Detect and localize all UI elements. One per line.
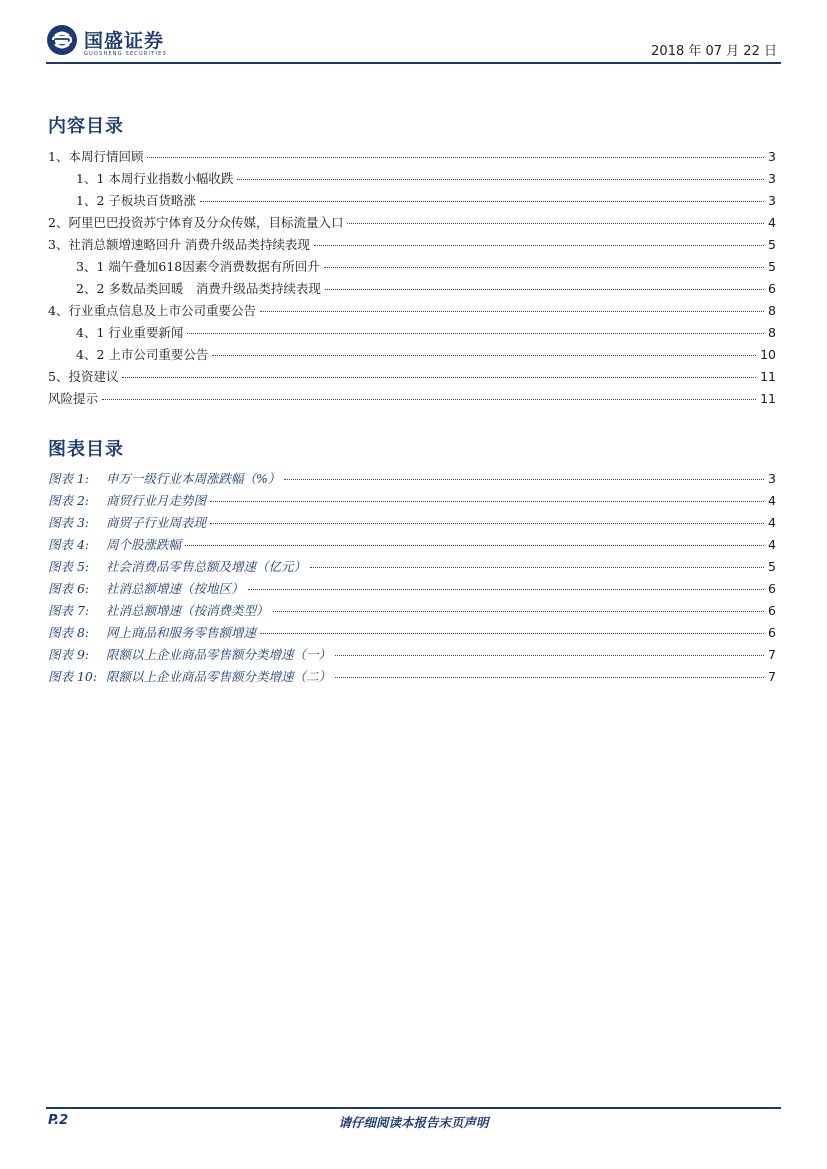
toc-entry-label: 1、2 子板块百货略涨 [76,193,196,208]
figure-number: 图表 8: [48,625,90,640]
toc-leader-dots [347,223,764,224]
figure-name: 社会消费品零售总额及增速（亿元） [106,559,307,574]
figure-name: 限额以上企业商品零售额分类增速（一） [106,647,332,662]
header-divider [46,62,781,64]
toc-leader-dots [185,545,764,546]
toc-entry-label: 4、2 上市公司重要公告 [76,347,209,362]
toc-entry[interactable] [48,323,776,345]
toc-entry-page: 11 [760,369,776,384]
logo-subtext: GUOSHENG SECURITIES [84,51,167,57]
toc-entry-page: 6 [768,281,776,296]
logo-text: 国盛证券 [84,30,165,52]
footer-divider [46,1107,781,1109]
figure-entry[interactable] [48,513,776,535]
toc-leader-dots [210,501,764,502]
contents-title: 内容目录 [48,116,124,137]
figures-title: 图表目录 [48,439,124,460]
figure-entry-page: 4 [768,515,776,530]
toc-entry-page: 8 [768,303,776,318]
page-number: P.2 [48,1113,69,1128]
toc-entry-page: 10 [760,347,776,362]
toc-entry-label: 2、阿里巴巴投资苏宁体育及分众传媒，目标流量入口 [48,215,344,230]
figure-number: 图表 6: [48,581,90,596]
figure-number: 图表 2: [48,493,90,508]
figure-name: 周个股涨跌幅 [106,537,182,552]
toc-entry-label: 3、1 端午叠加618因素令消费数据有所回升 [76,259,320,274]
figure-entry[interactable] [48,579,776,601]
toc-entry-label: 5、投资建议 [48,369,119,384]
toc-leader-dots [210,523,764,524]
toc-entry-page: 3 [768,193,776,208]
toc-entry-page: 5 [768,259,776,274]
figure-entry-page: 6 [768,625,776,640]
toc-entry-label: 2、2 多数品类回暖 消费升级品类持续表现 [76,281,321,296]
toc-entry[interactable] [48,169,776,191]
toc-leader-dots [314,245,764,246]
footer-disclaimer: 请仔细阅读本报告末页声明 [338,1115,489,1130]
figure-name: 商贸子行业周表现 [106,515,207,530]
toc-entry[interactable] [48,301,776,323]
guosheng-logo-icon [46,24,78,56]
toc-entry[interactable] [48,367,776,389]
figure-number: 图表 9: [48,647,90,662]
page-header [46,22,781,62]
figure-number: 图表 3: [48,515,90,530]
figure-entry-page: 6 [768,603,776,618]
figure-entry-label [48,513,206,531]
toc-entry-label: 风险提示 [48,391,99,406]
toc-entry-label: 1、1 本周行业指数小幅收跌 [76,171,234,186]
toc-entry-label: 4、行业重点信息及上市公司重要公告 [48,303,256,318]
figure-entry-page: 6 [768,581,776,596]
figure-entry-page: 5 [768,559,776,574]
figure-entry-page: 4 [768,537,776,552]
toc-entry-page: 3 [768,149,776,164]
toc-leader-dots [324,267,764,268]
toc-entry[interactable] [48,257,776,279]
figure-name: 网上商品和服务零售额增速 [106,625,257,640]
toc-entry-page: 3 [768,171,776,186]
figure-entry[interactable] [48,535,776,557]
toc-leader-dots [335,677,764,678]
toc-entry[interactable] [48,213,776,235]
toc-entry-label: 4、1 行业重要新闻 [76,325,184,340]
toc-leader-dots [122,377,756,378]
figure-name: 限额以上企业商品零售额分类增速（二） [106,669,332,684]
figure-name: 社消总额增速（按消费类型） [106,603,269,618]
figure-number: 图表 1: [48,471,90,486]
figure-name: 社消总额增速（按地区） [106,581,244,596]
toc-entry-page: 11 [760,391,776,406]
figure-entry-page: 3 [768,471,776,486]
toc-entry-page: 8 [768,325,776,340]
toc-leader-dots [335,655,764,656]
contents-list [48,147,776,411]
figure-number: 图表 4: [48,537,90,552]
toc-leader-dots [325,289,764,290]
toc-leader-dots [237,179,764,180]
toc-leader-dots [187,333,764,334]
toc-leader-dots [310,567,764,568]
toc-leader-dots [260,633,764,634]
toc-entry[interactable] [48,147,776,169]
figure-entry[interactable] [48,645,776,667]
figure-number: 图表 7: [48,603,90,618]
figure-entry-label [48,601,269,619]
toc-entry[interactable] [48,389,776,411]
figure-entry-label [48,667,331,685]
figure-entry-label [48,579,244,597]
toc-leader-dots [200,201,764,202]
figure-entry[interactable] [48,623,776,645]
figure-number: 图表 5: [48,559,90,574]
company-logo [46,24,196,60]
figure-entry-label [48,469,280,487]
report-date: 2018 年 07 月 22 日 [651,44,777,59]
figure-entry-label [48,645,331,663]
figure-entry-page: 7 [768,669,776,684]
figure-name: 申万一级行业本周涨跌幅（%） [106,471,281,486]
toc-entry-page: 4 [768,215,776,230]
figures-list [48,469,776,689]
figure-entry-page: 4 [768,493,776,508]
toc-leader-dots [273,611,765,612]
toc-leader-dots [248,589,765,590]
toc-leader-dots [212,355,756,356]
toc-entry-label: 1、本周行情回顾 [48,149,144,164]
figure-entry[interactable] [48,469,776,491]
toc-entry[interactable] [48,235,776,257]
figure-number: 图表 10: [48,669,98,684]
toc-entry[interactable] [48,279,776,301]
figure-name: 商贸行业月走势图 [106,493,207,508]
toc-leader-dots [284,479,764,480]
figure-entry-label [48,491,206,509]
figure-entry-label [48,535,181,553]
figure-entry[interactable] [48,601,776,623]
figure-entry-label [48,557,306,575]
toc-entry[interactable] [48,191,776,213]
figure-entry-label [48,623,256,641]
toc-leader-dots [260,311,764,312]
toc-entry[interactable] [48,345,776,367]
figure-entry-page: 7 [768,647,776,662]
toc-entry-label: 3、社消总额增速略回升 消费升级品类持续表现 [48,237,310,252]
figure-entry[interactable] [48,667,776,689]
toc-entry-page: 5 [768,237,776,252]
figure-entry[interactable] [48,491,776,513]
figure-entry[interactable] [48,557,776,579]
toc-leader-dots [147,157,764,158]
toc-leader-dots [102,399,756,400]
